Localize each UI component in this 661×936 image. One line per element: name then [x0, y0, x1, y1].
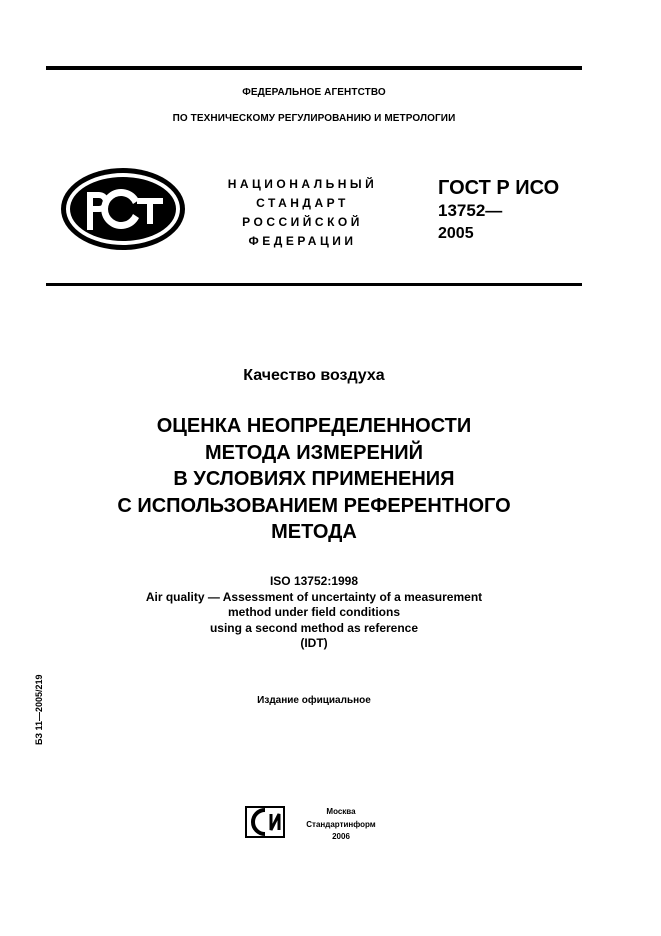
standard-designation [438, 176, 559, 244]
publisher-year: 2006 [332, 832, 350, 841]
iso-equivalence: (IDT) [300, 636, 328, 650]
designation-line-1: ГОСТ Р ИСО [438, 177, 560, 199]
iso-title-line: Air quality — Assessment of uncertainty of a measurement [145, 589, 483, 604]
designation-line-2: 13752— [438, 201, 503, 220]
designation-line-3: 2005 [438, 225, 474, 242]
publisher-name: Стандартинформ [306, 819, 376, 829]
middle-rule [46, 283, 582, 286]
edition-label: Издание официальное [257, 695, 371, 706]
title-line: В УСЛОВИЯХ ПРИМЕНЕНИЯ [173, 468, 455, 490]
iso-title-line: method under field conditions [228, 605, 400, 619]
agency-line-1: ФЕДЕРАЛЬНОЕ АГЕНТСТВО [242, 87, 386, 98]
subject-heading: Качество воздуха [243, 367, 385, 384]
top-rule [46, 66, 582, 70]
side-code: БЗ 11—2005/219 [34, 674, 44, 745]
standartinform-logo-icon [245, 806, 285, 838]
national-standard-line-4: ФЕДЕРАЦИИ [248, 234, 357, 248]
national-standard-line-3: РОССИЙСКОЙ [242, 215, 363, 229]
iso-number: ISO 13752:1998 [269, 574, 359, 588]
national-standard-label [205, 175, 400, 251]
title-line: С ИСПОЛЬЗОВАНИЕМ РЕФЕРЕНТНОГО [117, 494, 511, 517]
national-standard-line-1: НАЦИОНАЛЬНЫЙ [227, 177, 378, 191]
agency-line-2: ПО ТЕХНИЧЕСКОМУ РЕГУЛИРОВАНИЮ И МЕТРОЛОГИИ [172, 113, 456, 124]
national-standard-line-2: СТАНДАРТ [256, 196, 349, 210]
rst-certification-mark-icon [59, 166, 187, 252]
title-line: ОЦЕНКА НЕОПРЕДЕЛЕННОСТИ [156, 415, 472, 437]
iso-reference [46, 574, 582, 652]
publisher-imprint [296, 806, 386, 844]
title-line: МЕТОДА ИЗМЕРЕНИЙ [204, 441, 424, 464]
document-title [46, 413, 582, 546]
title-line: МЕТОДА [271, 521, 357, 543]
publisher-city: Москва [326, 807, 356, 816]
iso-title-line: using a second method as reference [209, 620, 419, 635]
